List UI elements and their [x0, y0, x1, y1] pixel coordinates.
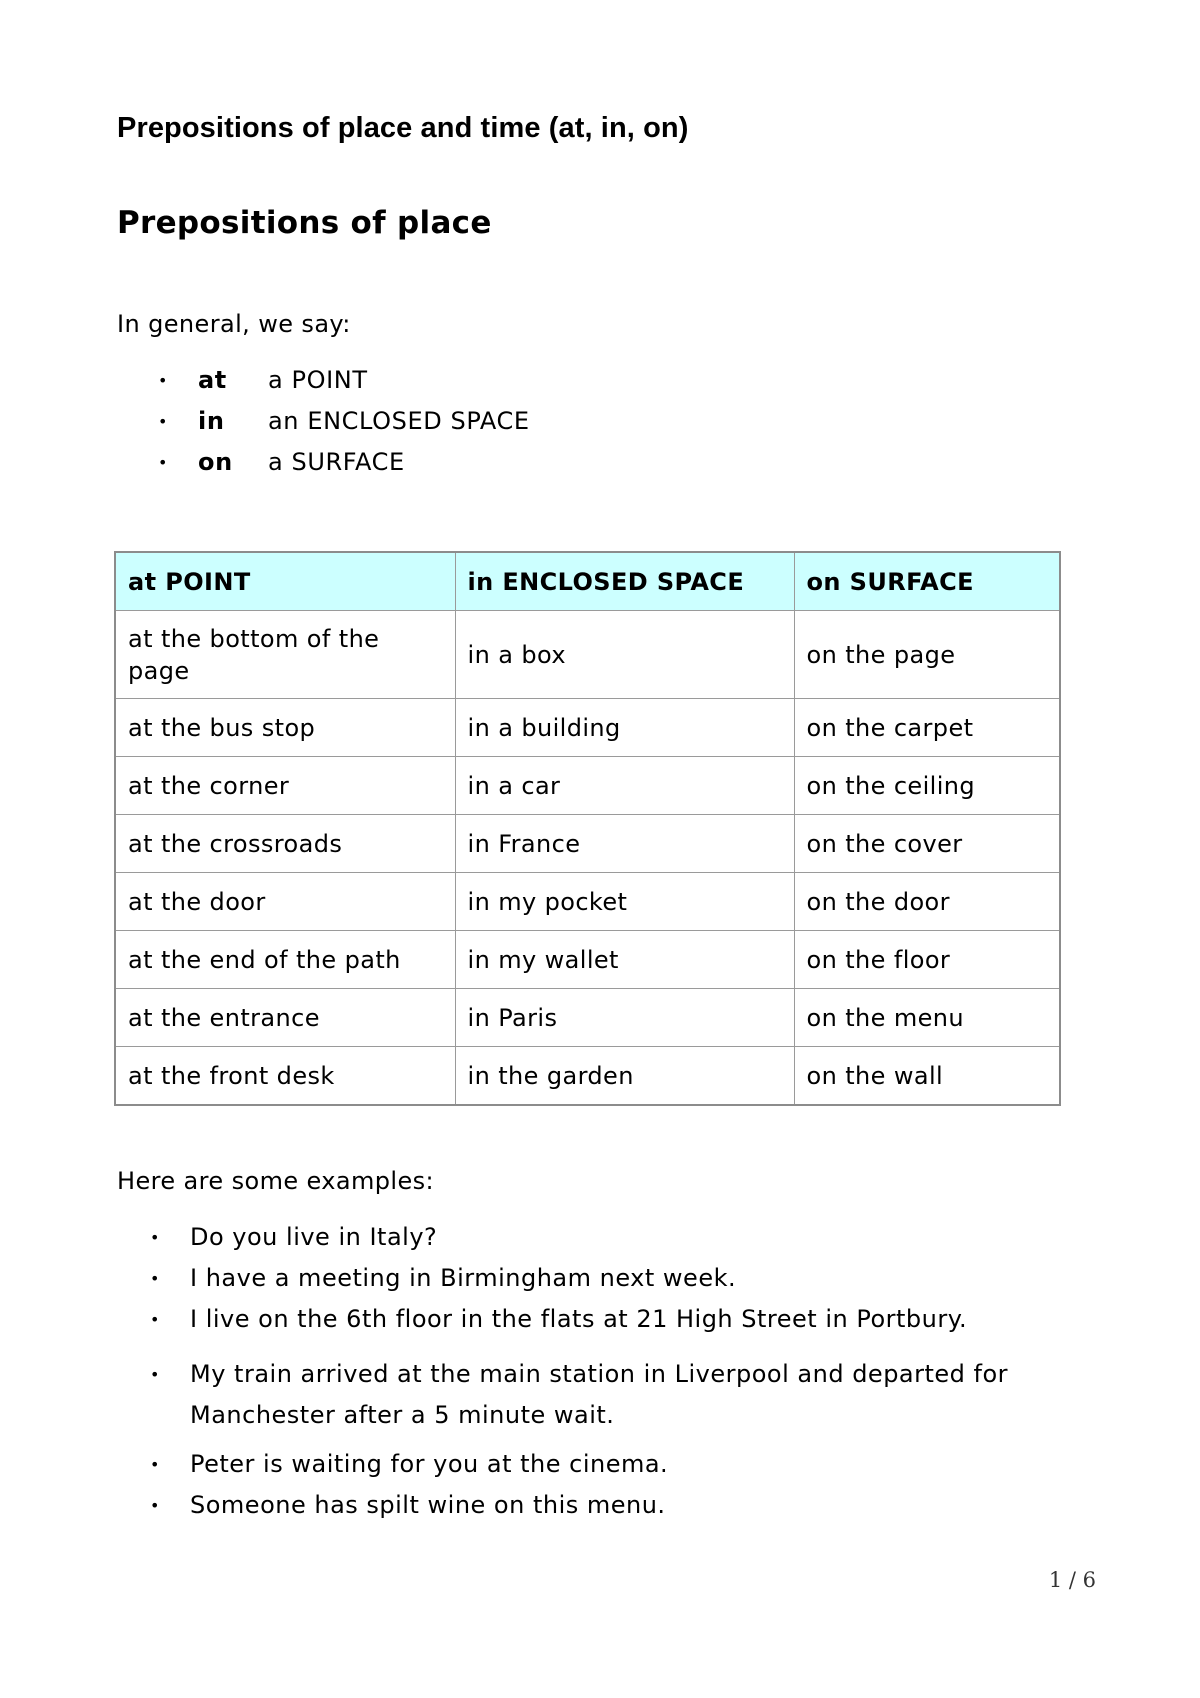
rule-meaning: a SURFACE: [268, 448, 405, 476]
column-header: at POINT: [115, 552, 455, 611]
table-cell: on the menu: [794, 989, 1060, 1047]
table-cell: in a car: [455, 757, 794, 815]
table-row: [115, 873, 1060, 931]
example-item: [150, 1217, 1080, 1258]
example-item: [150, 1354, 1080, 1436]
table-cell: on the floor: [794, 931, 1060, 989]
intro-text: In general, we say:: [117, 310, 351, 338]
table-cell: in the garden: [455, 1047, 794, 1106]
rule-preposition: at: [198, 366, 227, 394]
example-text: I live on the 6th floor in the flats at 21 High Street in Portbury.: [190, 1305, 968, 1333]
document-title: Prepositions of place and time (at, in, on): [117, 112, 689, 144]
table-cell: at the entrance: [115, 989, 455, 1047]
bullet-icon: •: [150, 1455, 160, 1474]
table-cell: at the bottom of the page: [115, 611, 455, 699]
table-cell: on the carpet: [794, 699, 1060, 757]
column-header: on SURFACE: [794, 552, 1060, 611]
column-header: in ENCLOSED SPACE: [455, 552, 794, 611]
table-cell: at the front desk: [115, 1047, 455, 1106]
table-cell: at the door: [115, 873, 455, 931]
table-row: [115, 611, 1060, 699]
table-cell: on the ceiling: [794, 757, 1060, 815]
bullet-icon: •: [158, 371, 169, 390]
bullet-icon: •: [150, 1365, 160, 1384]
rule-preposition: in: [198, 407, 225, 435]
example-text: Someone has spilt wine on this menu.: [190, 1491, 666, 1519]
bullet-icon: •: [150, 1269, 160, 1288]
bullet-icon: •: [158, 453, 169, 472]
table-cell: in my pocket: [455, 873, 794, 931]
table-cell: at the end of the path: [115, 931, 455, 989]
table-row: [115, 989, 1060, 1047]
table-cell: on the cover: [794, 815, 1060, 873]
bullet-icon: •: [150, 1310, 160, 1329]
table-cell: in a box: [455, 611, 794, 699]
table-row: [115, 1047, 1060, 1106]
table-cell: in my wallet: [455, 931, 794, 989]
table-cell: on the wall: [794, 1047, 1060, 1106]
table-cell: at the bus stop: [115, 699, 455, 757]
example-text: I have a meeting in Birmingham next week.: [190, 1264, 737, 1292]
table-row: [115, 699, 1060, 757]
bullet-icon: •: [150, 1228, 160, 1247]
examples-list: [150, 1217, 1080, 1526]
table-header-row: [115, 552, 1060, 611]
table-cell: in France: [455, 815, 794, 873]
prepositions-table: [114, 551, 1061, 1106]
example-item: [150, 1299, 1080, 1340]
rule-meaning: a POINT: [268, 366, 368, 394]
table-cell: at the corner: [115, 757, 455, 815]
rule-meaning: an ENCLOSED SPACE: [268, 407, 530, 435]
page-number: 1 / 6: [1048, 1568, 1096, 1592]
example-text: Do you live in Italy?: [190, 1223, 438, 1251]
bullet-icon: •: [158, 412, 169, 431]
table-row: [115, 757, 1060, 815]
example-text: Peter is waiting for you at the cinema.: [190, 1450, 669, 1478]
rule-preposition: on: [198, 448, 233, 476]
examples-intro: Here are some examples:: [117, 1167, 435, 1195]
table-cell: in a building: [455, 699, 794, 757]
table-cell: at the crossroads: [115, 815, 455, 873]
example-text: My train arrived at the main station in Liverpool and departed for Manchester after a 5 minute wait.: [190, 1360, 1009, 1429]
example-item: [150, 1444, 1080, 1485]
table-row: [115, 815, 1060, 873]
bullet-icon: •: [150, 1496, 160, 1515]
example-item: [150, 1258, 1080, 1299]
table-cell: on the page: [794, 611, 1060, 699]
table-row: [115, 931, 1060, 989]
table-cell: on the door: [794, 873, 1060, 931]
example-item: [150, 1485, 1080, 1526]
table-cell: in Paris: [455, 989, 794, 1047]
section-heading: Prepositions of place: [117, 205, 492, 241]
